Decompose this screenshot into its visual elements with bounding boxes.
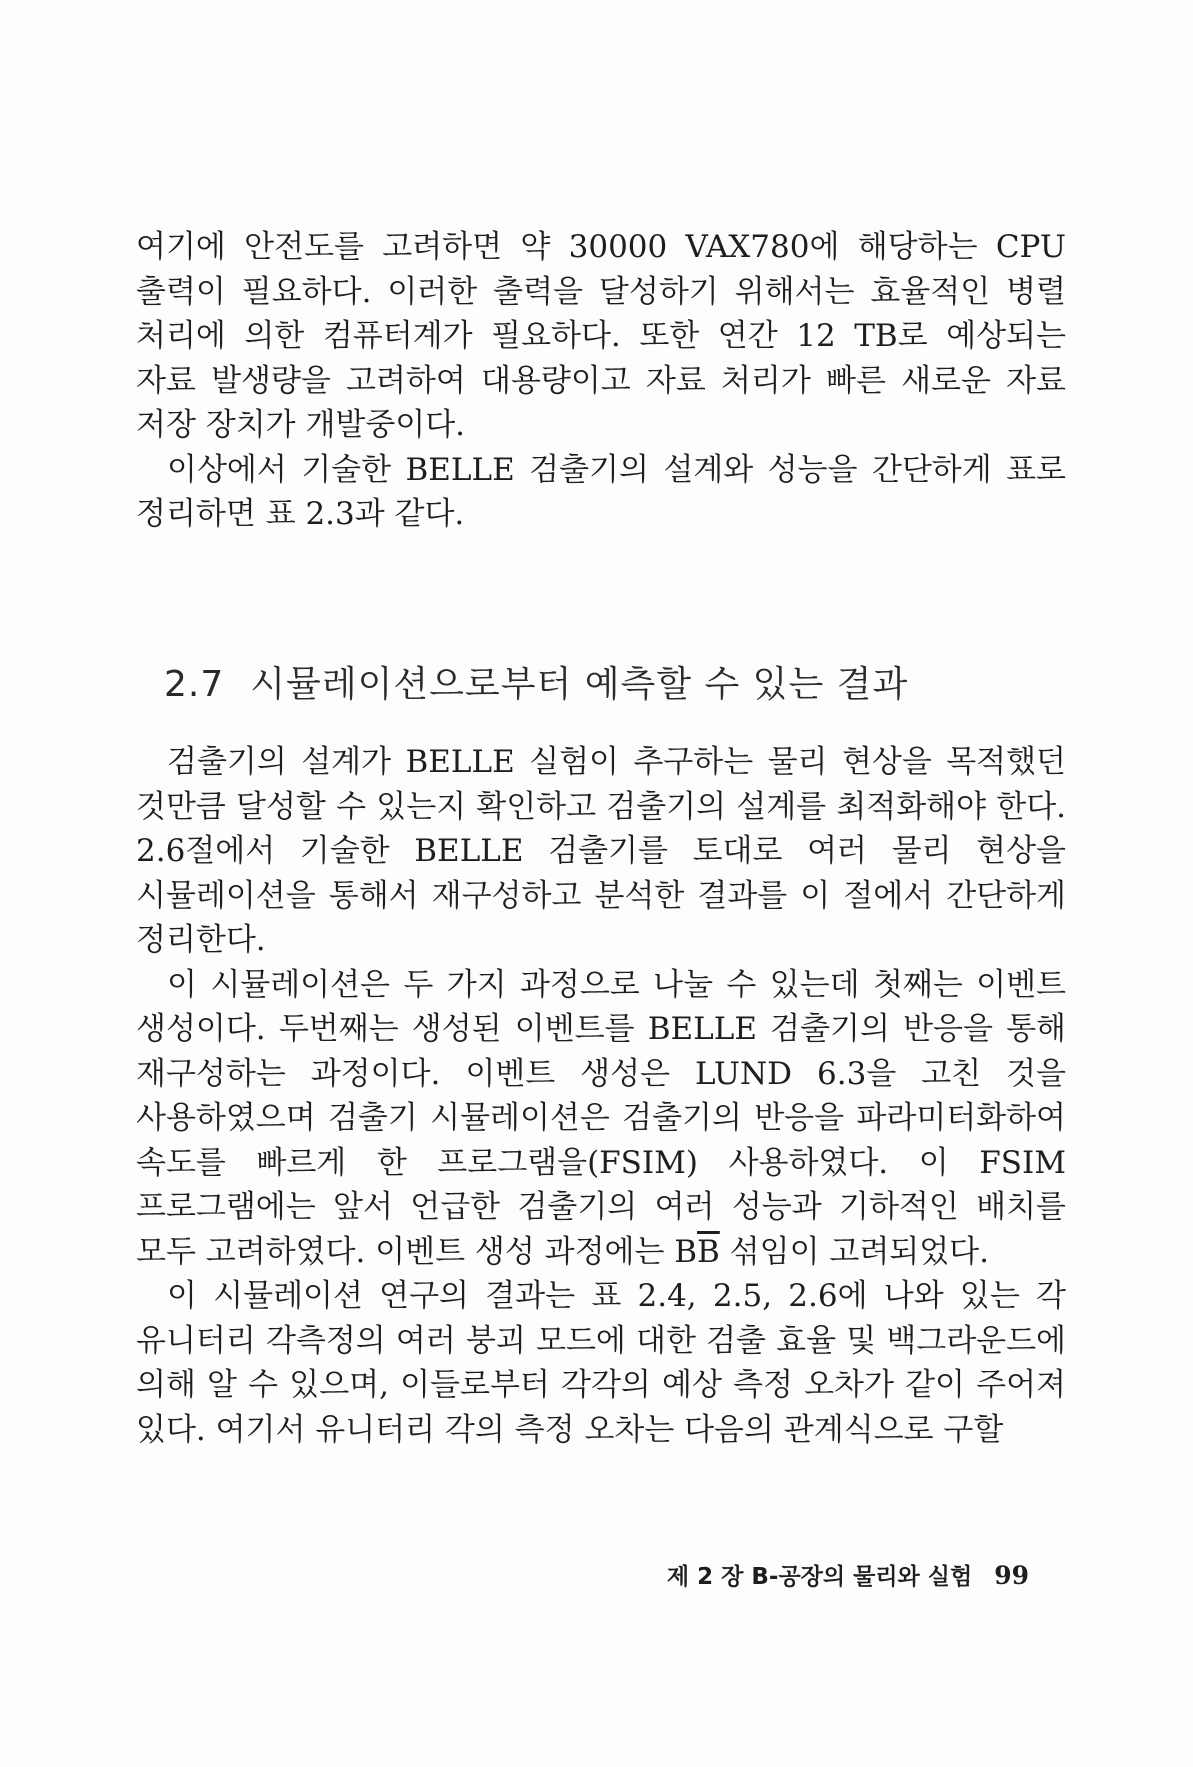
paragraph-cpu-output: 여기에 안전도를 고려하면 약 30000 VAX780에 해당하는 CPU 출력이 필요하다. 이러한 출력을 달성하기 위해서는 효율적인 병렬 처리에 의한 컴퓨터계가 필요하다. 또한 연간 12 TB로 예상되는 자료 발생량을 고려하여 대용량이고 자료 처리가 빠른 새로운 자료 저장 장치가 개발중이다. — [136, 229, 1066, 443]
page-number: 99 — [994, 1561, 1029, 1590]
paragraph-simulation-process — [136, 963, 1066, 1275]
paragraph-simulation-results: 이 시뮬레이션 연구의 결과는 표 2.4, 2.5, 2.6에 나와 있는 각 유니터리 각측정의 여러 붕괴 모드에 대한 검출 효율 및 백그라운드에 의해 알 수 있으며, 이들로부터 각각의 예상 측정 오차가 같이 주어져 있다. 여기서 유니터리 각의 측정 오차는 다음의 관계식으로 구할 — [136, 1278, 1066, 1448]
chapter-title: 제 2 장 B-공장의 물리와 실험 — [666, 1564, 973, 1590]
paragraph-detector-design: 검출기의 설계가 BELLE 실험이 추구하는 물리 현상을 목적했던 것만큼 달성할 수 있는지 확인하고 검출기의 설계를 최적화해야 한다. 2.6절에서 기술한 BELLE 검출기를 토대로 여러 물리 현상을 시뮬레이션을 통해서 재구성하고 분석한 결과를 이 절에서 간단하게 정리한다. — [136, 744, 1066, 958]
body-text-top — [136, 225, 1066, 537]
b-bar-symbol: $\overline{B}$ — [697, 1233, 720, 1270]
section-title: 시뮬레이션으로부터 예측할 수 있는 결과 — [250, 664, 909, 705]
simulation-text-end: 섞임이 고려되었다. — [719, 1233, 989, 1270]
paragraph-belle-summary: 이상에서 기술한 BELLE 검출기의 설계와 성능을 간단하게 표로 정리하면 표 2.3과 같다. — [136, 451, 1066, 532]
page-footer — [667, 1558, 1029, 1591]
simulation-text-main: 이 시뮬레이션은 두 가지 과정으로 나눌 수 있는데 첫째는 이벤트 생성이다. 두번째는 생성된 이벤트를 BELLE 검출기의 반응을 통해 재구성하는 과정이다. 이벤트 생성은 LUND 6.3을 고친 것을 사용하였으며 검출기 시뮬레이션은 검출기의 반응을 파라미터화하여 속도를 빠르게 한 프로그램을(FSIM) 사용하였다. 이 FSIM 프로그램에는 앞서 언급한 검출기의 여러 성능과 기하적인 배치를 모두 고려하였다. 이벤트 생성 과정에는 B — [136, 966, 1066, 1270]
section-number: 2.7 — [164, 664, 225, 705]
body-text-bottom — [136, 740, 1066, 1452]
section-heading — [164, 656, 1044, 707]
